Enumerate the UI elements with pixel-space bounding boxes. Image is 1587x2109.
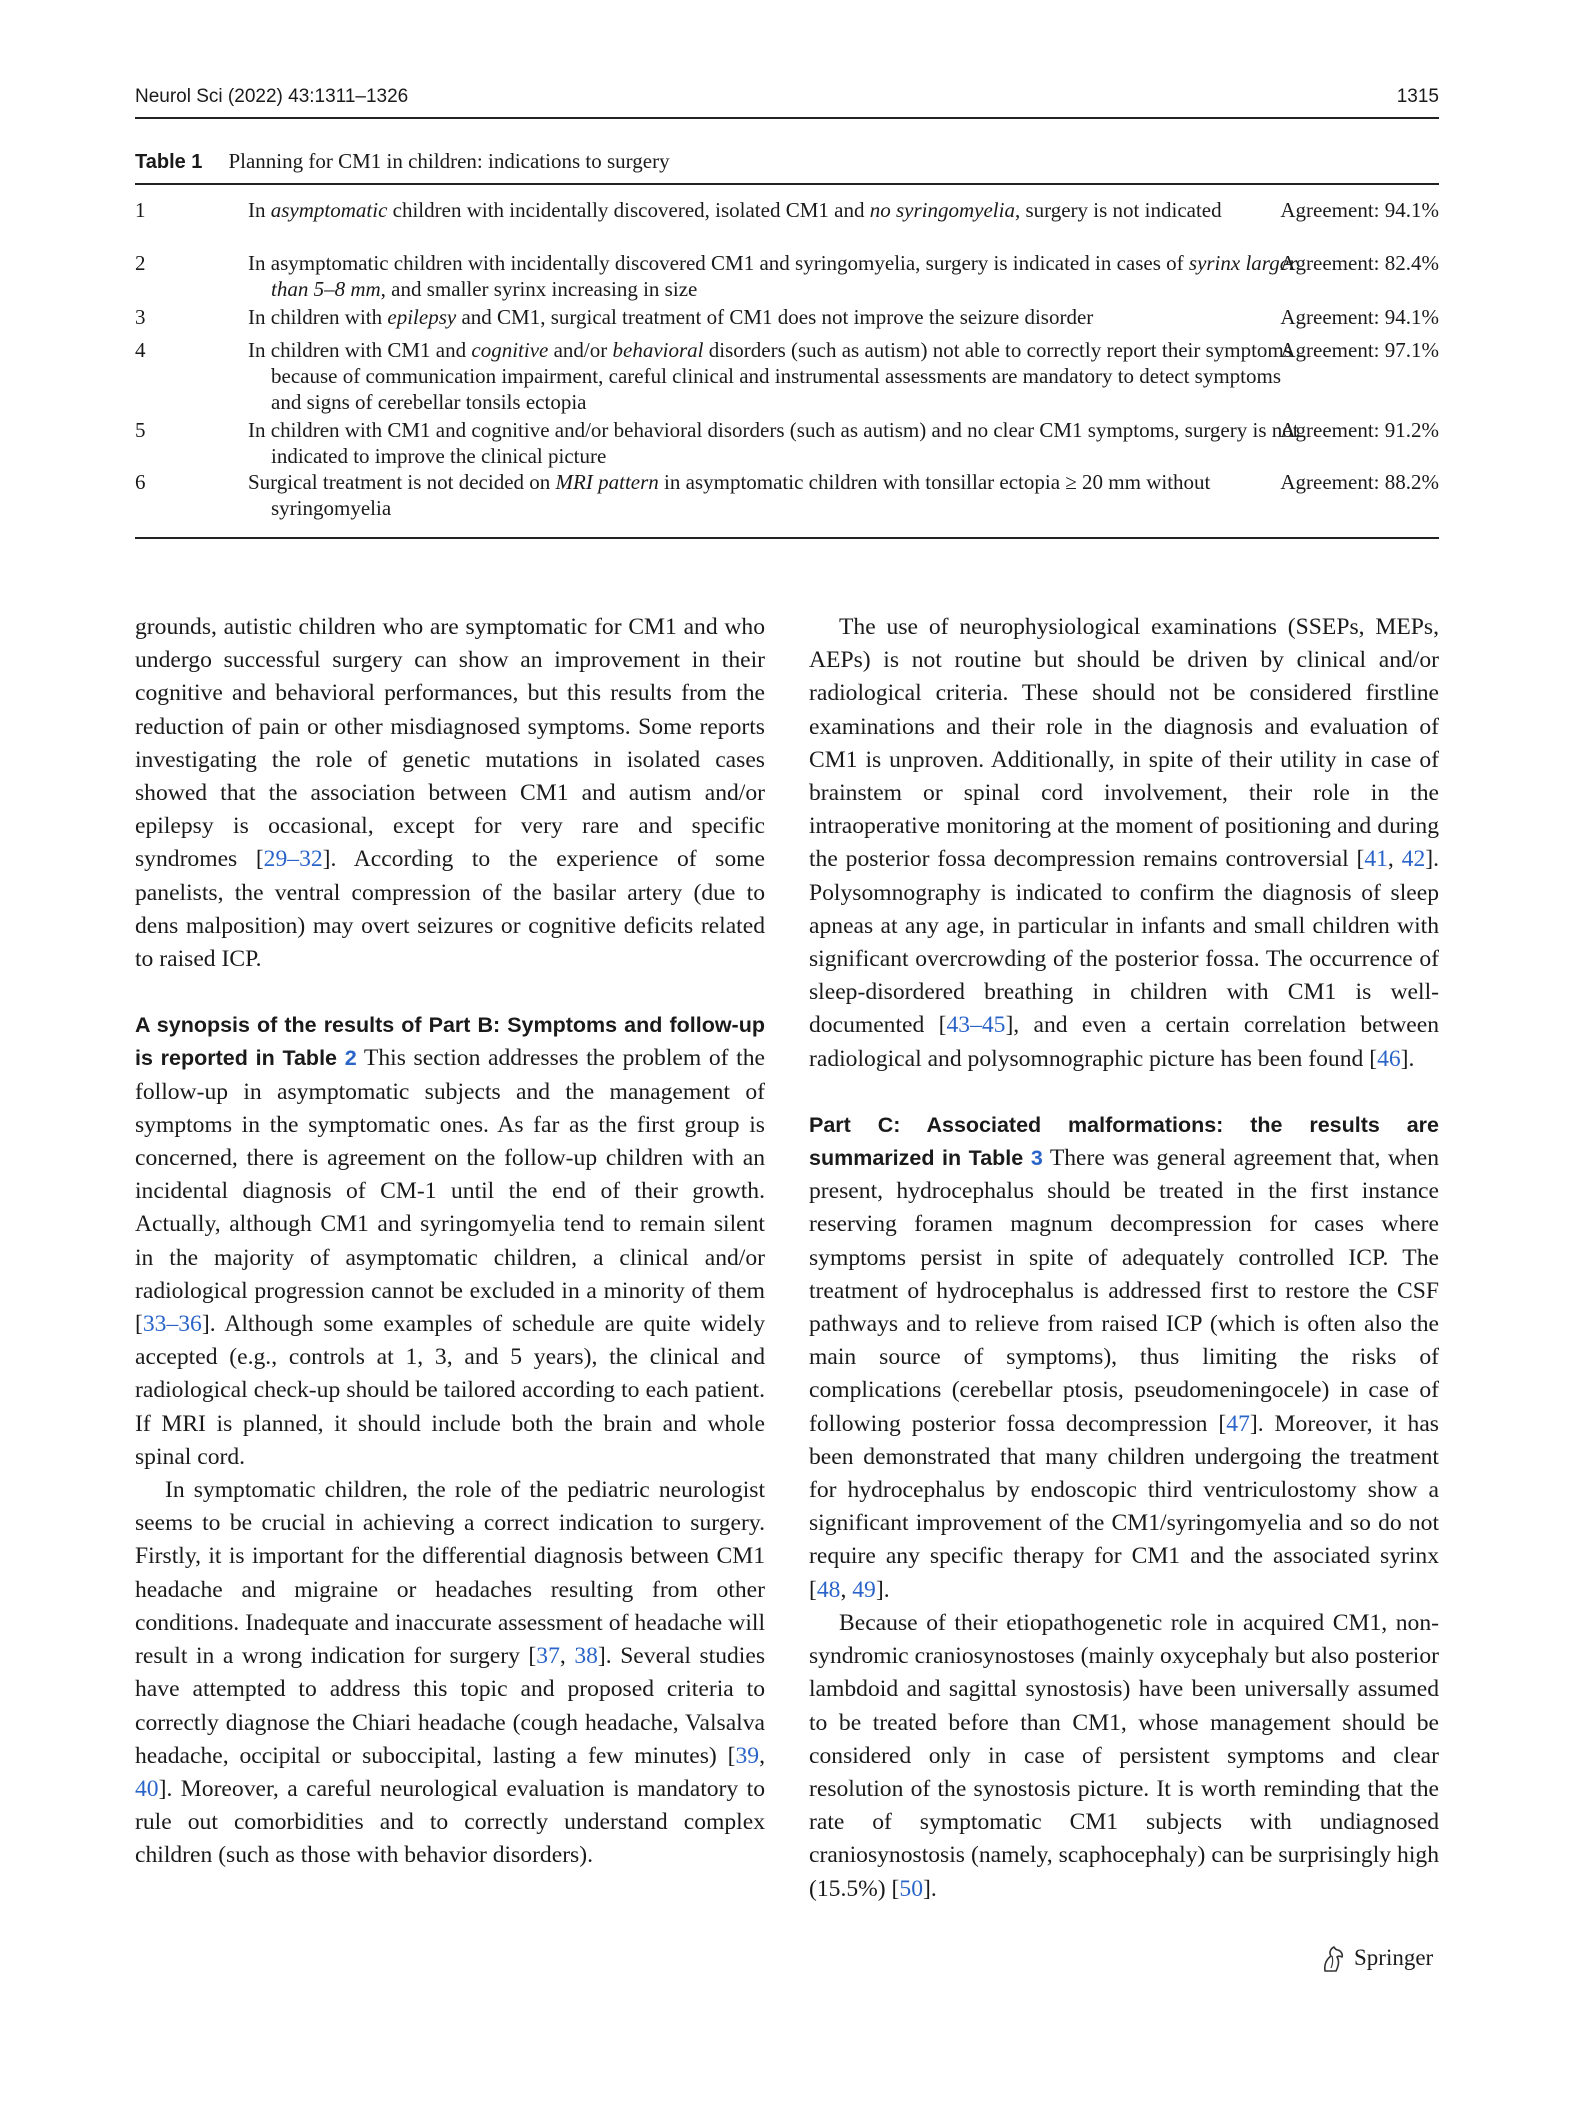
citation-link[interactable]: 47	[1226, 1410, 1250, 1437]
section-heading-part-c: Part C: Associated malformations: the results are summarized in Table 3	[809, 1112, 1439, 1171]
citation-link[interactable]: 42	[1401, 846, 1426, 873]
citation-link[interactable]: 43–45	[946, 1012, 1006, 1039]
row-agreement: Agreement: 94.1%	[1280, 305, 1439, 329]
running-header	[135, 86, 1439, 116]
left-column	[135, 611, 765, 1873]
paragraph: The use of neurophysiological examinations (SSEPs, MEPs, AEPs) is not routine but should be driven by clinical and/or radiological criteria. These should not be considered firstline examinations and their role in the diagnosis and evaluation of CM1 is unproven. Additionally, in spite of their utility in case of brainstem or spinal cord involvement, their role in the intraoperative monitoring at the moment of positioning and during the posterior fossa decompression remains controversial [41, 42]. Polysomnography is indicated to confirm the diagnosis of sleep apneas at any age, in particular in infants and small children with significant overcrowding of the posterior fossa. The occurrence of sleep-disordered breathing in children with CM1 is well-documented [43–45], and even a certain correlation between radiological and polysomnographic picture has been found [46].	[809, 614, 1439, 1072]
row-agreement: Agreement: 82.4%	[1280, 251, 1439, 275]
paragraph: Part C: Associated malformations: the results are summarized in Table 3 There was general agreement that, when present, hydrocephalus should be treated in the first instance reserving foramen magnum decompression for cases where symptoms persist in spite of adequately controlled ICP. The treatment of hydrocephalus is addressed first to restore the CSF pathways and to relieve from raised ICP (which is often also the main source of symptoms), thus limiting the risks of complications (cerebellar ptosis, pseudomeningocele) in case of following posterior fossa decompression [47]. Moreover, it has been demonstrated that many children undergoing the treatment for hydrocephalus by endoscopic third ventriculostomy show a significant improvement of the CM1/syringomyelia and so do not require any specific therapy for CM1 and the associated syrinx [48, 49].	[809, 1112, 1439, 1603]
paragraph: Because of their etiopathogenetic role in acquired CM1, non-syndromic craniosynostoses (mainly oxycephaly but also posterior lambdoid and sagittal synostosis) have been universally assumed to be treated before than CM1, whose management should be considered only in case of persistent symptoms and clear resolution of the synostosis picture. It is worth reminding that the rate of symptomatic CM1 subjects with undiagnosed craniosynostosis (namely, scaphocephaly) can be surprisingly high (15.5%) [50].	[809, 1609, 1439, 1902]
citation-link[interactable]: 46	[1377, 1045, 1401, 1072]
row-number: 2	[135, 251, 146, 275]
citation-link[interactable]: 50	[899, 1875, 924, 1902]
right-column	[809, 611, 1439, 1906]
table-label: Table 1	[135, 151, 203, 173]
journal-citation: Neurol Sci (2022) 43:1311–1326	[135, 86, 409, 107]
citation-link[interactable]: 38	[574, 1643, 598, 1670]
row-text: In children with epilepsy and CM1, surgical treatment of CM1 does not improve the seizure disorder	[248, 305, 1094, 329]
citation-link[interactable]: 39	[735, 1742, 760, 1769]
citation-link[interactable]: 41	[1364, 846, 1388, 873]
table-caption	[135, 149, 670, 174]
citation-link[interactable]: 37	[536, 1643, 560, 1670]
page-number: 1315	[1396, 86, 1439, 107]
citation-link[interactable]: 29–32	[263, 846, 323, 873]
table-link[interactable]: 2	[344, 1046, 357, 1071]
citation-link[interactable]: 49	[852, 1576, 876, 1603]
citation-link[interactable]: 33–36	[142, 1311, 202, 1338]
row-agreement: Agreement: 88.2%	[1280, 470, 1439, 494]
table-link[interactable]: 3	[1030, 1146, 1043, 1171]
paragraph: grounds, autistic children who are symptomatic for CM1 and who undergo successful surgery can show an improvement in their cognitive and behavioral performances, but this results from the reduction of pain or other misdiagnosed symptoms. Some reports investigating the role of genetic mutations in isolated cases showed that the association between CM1 and autism and/or epilepsy is occasional, except for very rare and specific syndromes [29–32]. According to the experience of some panelists, the ventral compression of the basilar artery (due to dens malposition) may overt seizures or cognitive deficits related to raised ICP.	[135, 614, 765, 973]
row-text: In asymptomatic children with incidentally discovered CM1 and syringomyelia, surgery is indicated in cases of syrinx larger than 5–8 mm, and smaller syrinx increasing in size	[248, 251, 1298, 301]
section-heading-part-b: A synopsis of the results of Part B: Symptoms and follow-up is reported in Table 2	[135, 1013, 765, 1071]
header-rule	[135, 117, 1439, 119]
citation-link[interactable]: 48	[816, 1576, 841, 1603]
publisher-name: Springer	[1354, 1945, 1434, 1970]
publisher-logo	[1318, 1942, 1439, 1978]
row-agreement: Agreement: 97.1%	[1280, 338, 1439, 362]
row-number: 1	[135, 198, 146, 222]
row-text: In children with CM1 and cognitive and/or behavioral disorders (such as autism) not able to correctly report their symptoms because of communication impairment, careful clinical and instrumental assessments are mandatory to detect symptoms and signs of cerebellar tonsils ectopia	[248, 338, 1292, 414]
springer-horse-icon	[1318, 1944, 1348, 1979]
paragraph: A synopsis of the results of Part B: Symptoms and follow-up is reported in Table 2 This section addresses the problem of the follow-up in asymptomatic subjects and the management of symptoms in the symptomatic ones. As far as the first group is concerned, there is agreement on the follow-up children with an incidental diagnosis of CM-1 until the end of their growth. Actually, although CM1 and syringomyelia tend to remain silent in the majority of asymptomatic children, a clinical and/or radiological progression cannot be excluded in a minority of them [33–36]. Although some examples of schedule are quite widely accepted (e.g., controls at 1, 3, and 5 years), the clinical and radiological check-up should be tailored according to each patient. If MRI is planned, it should include both the brain and whole spinal cord.	[135, 1013, 765, 1470]
row-number: 6	[135, 470, 146, 494]
row-text: In asymptomatic children with incidentally discovered, isolated CM1 and no syringomyelia, surgery is not indicated	[248, 198, 1222, 222]
row-number: 3	[135, 305, 146, 329]
citation-link[interactable]: 40	[135, 1775, 159, 1802]
row-number: 5	[135, 418, 146, 442]
row-agreement: Agreement: 94.1%	[1280, 198, 1439, 222]
row-text: In children with CM1 and cognitive and/or behavioral disorders (such as autism) and no clear CM1 symptoms, surgery is not indicated to improve the clinical picture	[248, 418, 1299, 468]
table-title: Planning for CM1 in children: indications to surgery	[228, 149, 670, 173]
row-agreement: Agreement: 91.2%	[1280, 418, 1439, 442]
table-top-rule	[135, 183, 1439, 185]
row-number: 4	[135, 338, 146, 362]
row-text: Surgical treatment is not decided on MRI pattern in asymptomatic children with tonsillar ectopia ≥ 20 mm without syringomyelia	[248, 470, 1211, 520]
table-bottom-rule	[135, 537, 1439, 539]
paragraph: In symptomatic children, the role of the pediatric neurologist seems to be crucial in achieving a correct indication to surgery. Firstly, it is important for the differential diagnosis between CM1 headache and migraine or headaches resulting from other conditions. Inadequate and inaccurate assessment of headache will result in a wrong indication for surgery [37, 38]. Several studies have attempted to address this topic and proposed criteria to correctly diagnose the Chiari headache (cough headache, Valsalva headache, occipital or suboccipital, lasting a few minutes) [39, 40]. Moreover, a careful neurological evaluation is mandatory to rule out comorbidities and to correctly understand complex children (such as those with behavior disorders).	[135, 1477, 766, 1869]
